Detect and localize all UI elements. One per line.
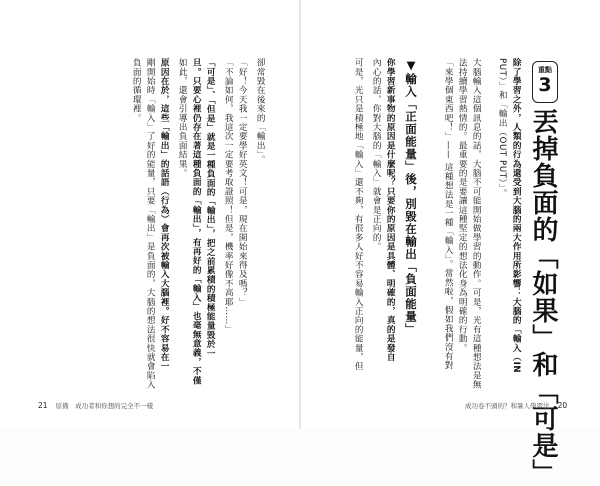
- key-point-badge: [532, 61, 558, 103]
- right-paragraph-5: 「來學個東西吧！」—— 這種想法是一種「輸入」。當然啦，假如我們沒有對: [443, 58, 454, 370]
- right-footer: [465, 401, 567, 410]
- right-paragraph-3: 大腦輸入這個訊息的話，大腦不可能開始做學習的動作。可是，光有這種想法是無: [471, 58, 482, 390]
- left-paragraph-8: 剛開始時「輸入」了好的能量，只要「輸出」是負面的，大腦的想法很快就會陷入: [145, 58, 156, 390]
- right-page-number: 20: [557, 401, 568, 410]
- right-paragraph-1: 除了學習之外，人類的行為還受到大腦的兩大作用所影響：大腦的「輸入（IN: [511, 58, 522, 374]
- right-paragraph-8: 可是，光只是積極地「輸入」還不夠，有很多人好不容易輸入正向的能量，但: [353, 58, 364, 371]
- right-paragraph-4: 法持續學習熱情的。最重要的是要讓這種堅定的想法化身為明確的行動。: [457, 58, 468, 353]
- right-footer-text: 成功卷不頭的？和暑人學習法: [465, 402, 550, 410]
- left-page-number: 21: [38, 401, 48, 410]
- left-footer: [38, 401, 153, 410]
- right-paragraph-6: 你學習新事物的原因是什麼呢？只要你的原因是具體、明確的，真的是發自: [385, 58, 396, 362]
- left-paragraph-6: 如此，還會引導出負面結果。: [177, 58, 188, 178]
- right-paragraph-7: 內心的話，你對大腦的「輸入」就會是正向的。: [371, 58, 382, 252]
- left-paragraph-5: 旦。只要心裡仍存在著這種負面的「輸出」，有再好的「輸入」也毫無意義，不僅: [191, 58, 202, 385]
- badge-label: 重點: [538, 66, 552, 74]
- left-footer-text: 原備 成功者和你想的完全不一樣: [55, 402, 154, 410]
- left-paragraph-4: 「可是」、「但是」就是一種負面的「輸出」，把之前累積的積極能量毀於一: [205, 58, 216, 358]
- left-paragraph-7: 原因在於，這些「輸出」的話語（行為）會再次被輸入大腦裡。好不容易在一: [159, 58, 170, 371]
- subheading: ▼輸入「正面能量」後，別毀在輸出「負面能量」: [404, 58, 418, 336]
- left-paragraph-1: 卻常毀在後來的「輸出」。: [255, 58, 266, 165]
- left-paragraph-3: 「不論如何，我這次一定要考取證照！但是，機率好像不高耶……」: [223, 58, 234, 334]
- left-paragraph-9: 負面的循環裡。: [131, 58, 142, 123]
- section-title: 丟掉負面的「如果」和「可是」: [528, 108, 558, 486]
- badge-number: 3: [538, 74, 552, 96]
- left-paragraph-2: 「好！今天我一定要學好英文！可是，現在開始來得及嗎？」: [237, 58, 248, 307]
- right-paragraph-2: PUT）」和「輸出（OUT PUT）」。: [497, 58, 508, 198]
